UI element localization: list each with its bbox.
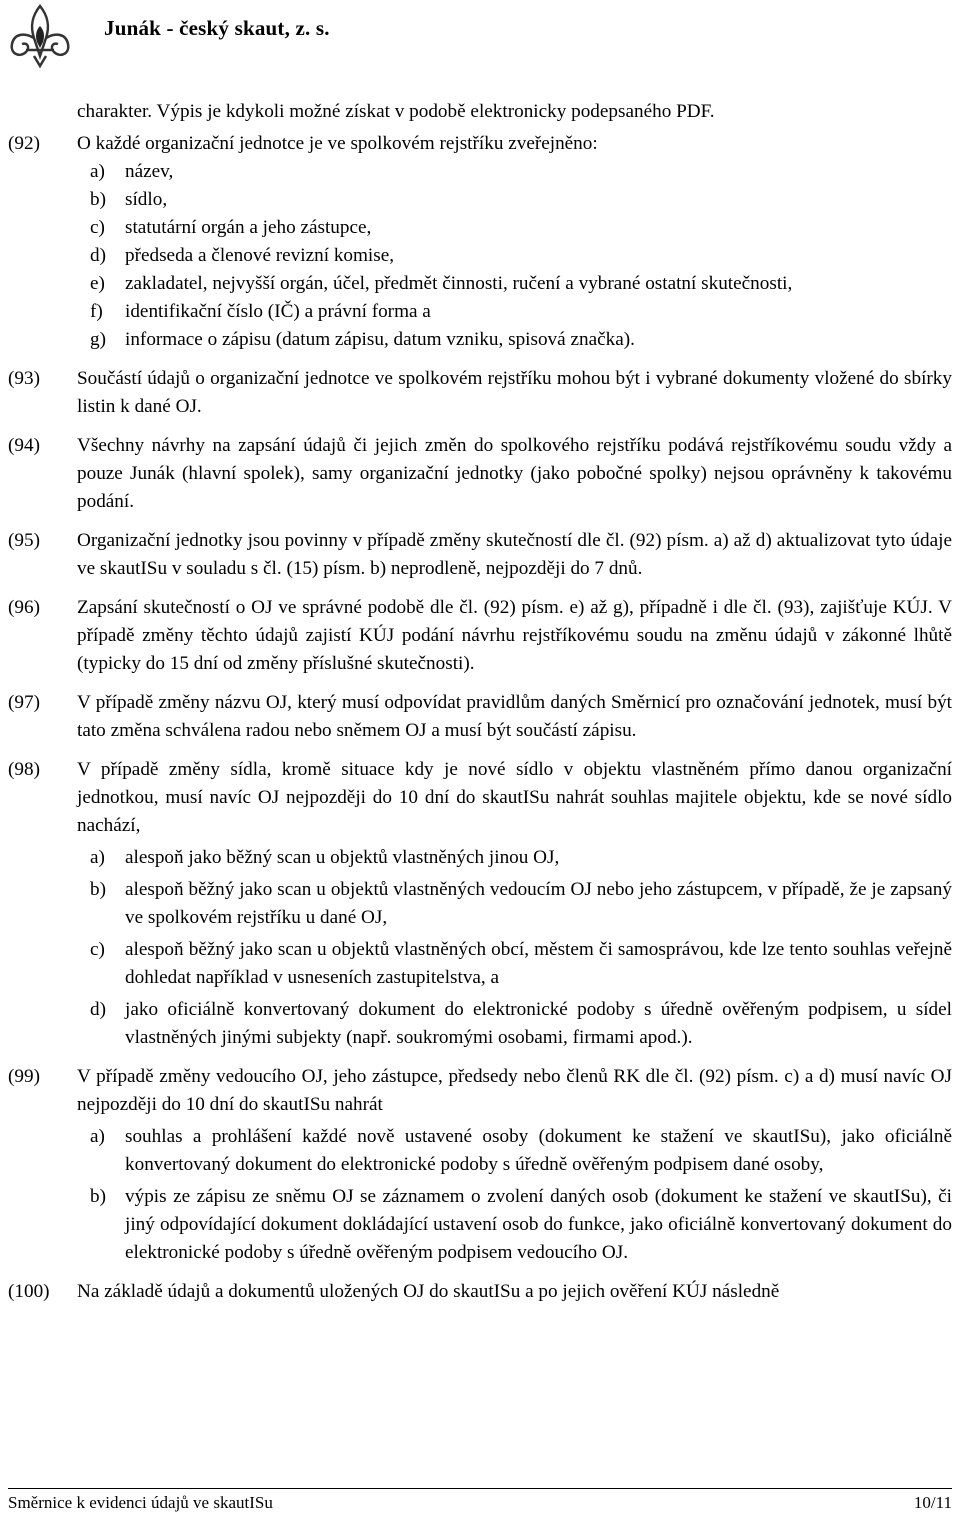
article-96: [0, 594, 960, 678]
list-item-text: informace o zápisu (datum zápisu, datum vzniku, spisová značka).: [125, 329, 635, 350]
list-item-text: zakladatel, nejvyšší orgán, účel, předmět činnosti, ručení a vybrané ostatní skutečnosti,: [125, 273, 793, 294]
list-item: [90, 326, 952, 354]
list-item-label: f): [90, 301, 103, 322]
list-item: [90, 936, 952, 992]
list-item-label: b): [90, 879, 106, 900]
article-text: Součástí údajů o organizační jednotce ve spolkovém rejstříku mohou být i vybrané dokumenty vložené do sbírky listin k dané OJ.: [77, 368, 952, 417]
list-item-label: a): [90, 847, 105, 868]
list-item-label: e): [90, 273, 105, 294]
list-item-text: jako oficiálně konvertovaný dokument do elektronické podoby s úředně ověřeným podpisem, u sídel vlastněných jinými subjekty (např. soukromými osobami, firmami apod.).: [125, 999, 952, 1048]
list-item: [90, 298, 952, 326]
list-item-label: c): [90, 217, 105, 238]
article-text: O každé organizační jednotce je ve spolkovém rejstříku zveřejněno:: [77, 133, 598, 154]
article-text: Na základě údajů a dokumentů uložených OJ do skautISu a po jejich ověření KÚJ následně: [77, 1281, 780, 1302]
article-text: Zapsání skutečností o OJ ve správné podobě dle čl. (92) písm. e) až g), případně i dle čl. (93), zajišťuje KÚJ. V případě změny těchto údajů zajistí KÚJ podání návrhu rejstříkovému soudu na změnu údajů v zákonné lhůtě (typicky do 15 dní od změny příslušné skutečnosti).: [77, 597, 952, 674]
article-93: [0, 365, 960, 421]
continued-text: charakter. Výpis je kdykoli možné získat v podobě elektronicky podepsaného PDF.: [77, 101, 715, 122]
page-footer: [8, 1488, 952, 1512]
article-95: [0, 527, 960, 583]
article-100: [0, 1278, 960, 1306]
list-item: [90, 270, 952, 298]
article-list: [77, 158, 952, 354]
page-header: [0, 0, 960, 80]
article-number: (98): [8, 759, 40, 780]
list-item-text: předseda a členové revizní komise,: [125, 245, 395, 266]
list-item-label: a): [90, 1126, 105, 1147]
article-text: Všechny návrhy na zapsání údajů či jejich změn do spolkového rejstříku podává rejstříkovému soudu vždy a pouze Junák (hlavní spolek), samy organizační jednotky (jako pobočné spolky) nejsou oprávněny k takovému podání.: [77, 435, 952, 512]
article-number: (94): [8, 435, 40, 456]
list-item-label: c): [90, 939, 105, 960]
article-98: [0, 756, 960, 1052]
list-item-text: alespoň jako běžný scan u objektů vlastněných jinou OJ,: [125, 847, 560, 868]
article-94: [0, 432, 960, 516]
article-97: [0, 689, 960, 745]
article-text: Organizační jednotky jsou povinny v případě změny skutečností dle čl. (92) písm. a) až d) aktualizovat tyto údaje ve skautISu v souladu s čl. (15) písm. b) neprodleně, nejpozději do 7 dnů.: [77, 530, 952, 579]
article-text: V případě změny názvu OJ, který musí odpovídat pravidlům daných Směrnicí pro označování jednotek, musí být tato změna schválena radou nebo sněmem OJ a musí být součástí zápisu.: [77, 692, 952, 741]
list-item: [90, 242, 952, 270]
fleur-de-lis-emblem-icon: [4, 2, 76, 70]
page-number: 10/11: [913, 1493, 952, 1512]
article-99: [0, 1063, 960, 1267]
list-item-text: název,: [125, 161, 174, 182]
list-item: [90, 1123, 952, 1179]
list-item-text: sídlo,: [125, 189, 168, 210]
article-number: (95): [8, 530, 40, 551]
list-item-text: identifikační číslo (IČ) a právní forma a: [125, 301, 431, 322]
document-body: [0, 98, 960, 1306]
article-number: (92): [8, 133, 40, 154]
document-name: Směrnice k evidenci údajů ve skautISu: [8, 1493, 273, 1512]
list-item-label: g): [90, 329, 106, 350]
article-number: (96): [8, 597, 40, 618]
list-item: [90, 844, 952, 872]
list-item: [90, 186, 952, 214]
article-number: (100): [8, 1281, 50, 1302]
organization-title: Junák - český skaut, z. s.: [104, 16, 330, 40]
list-item-text: souhlas a prohlášení každé nově ustavené osoby (dokument ke stažení ve skautISu), jako oficiálně konvertovaný dokument do elektronické podoby s úředně ověřeným podpisem dané osoby,: [125, 1126, 952, 1175]
list-item: [90, 876, 952, 932]
list-item-text: statutární orgán a jeho zástupce,: [125, 217, 372, 238]
article-text: V případě změny sídla, kromě situace kdy je nové sídlo v objektu vlastněném přímo danou organizační jednotkou, musí navíc OJ nejpozději do 10 dní do skautISu nahrát souhlas majitele objektu, kde se nové sídlo nachází,: [77, 759, 952, 836]
article-text: V případě změny vedoucího OJ, jeho zástupce, předsedy nebo členů RK dle čl. (92) písm. c) a d) musí navíc OJ nejpozději do 10 dní do skautISu nahrát: [77, 1066, 952, 1115]
article-list: [77, 1123, 952, 1267]
list-item: [90, 158, 952, 186]
list-item-label: b): [90, 189, 106, 210]
list-item-label: d): [90, 999, 106, 1020]
article-92: [0, 130, 960, 354]
list-item-text: alespoň běžný jako scan u objektů vlastněných vedoucím OJ nebo jeho zástupcem, v případě, že je zapsaný ve spolkovém rejstříku u dané OJ,: [125, 879, 952, 928]
article-number: (93): [8, 368, 40, 389]
list-item: [90, 1183, 952, 1267]
article-number: (99): [8, 1066, 40, 1087]
article-list: [77, 844, 952, 1052]
list-item-label: b): [90, 1186, 106, 1207]
article-number: (97): [8, 692, 40, 713]
list-item: [90, 996, 952, 1052]
list-item-label: d): [90, 245, 106, 266]
list-item: [90, 214, 952, 242]
list-item-label: a): [90, 161, 105, 182]
list-item-text: alespoň běžný jako scan u objektů vlastněných obcí, městem či samosprávou, kde lze tento souhlas veřejně dohledat například v usneseních zastupitelstva, a: [125, 939, 952, 988]
list-item-text: výpis ze zápisu ze sněmu OJ se záznamem o zvolení daných osob (dokument ke stažení ve skautISu), či jiný odpovídající dokument dokládající ustavení osob do funkce, jako oficiálně konvertovaný dokument do elektronické podoby s úředně ověřeným podpisem vedoucího OJ.: [125, 1186, 952, 1263]
